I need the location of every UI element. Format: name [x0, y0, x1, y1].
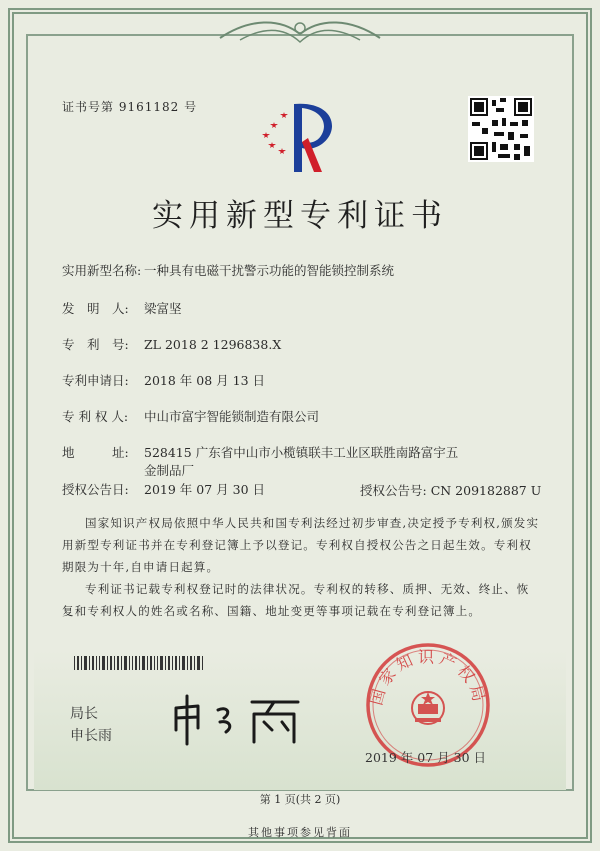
- cert-no-suffix: 号: [184, 100, 198, 114]
- field-grant-date: 授权公告日: 2019 年 07 月 30 日: [62, 482, 265, 497]
- director-signature: [168, 688, 308, 748]
- field-patent-number: 专 利 号: ZL 2018 2 1296838.X: [62, 337, 282, 352]
- certificate-number: [62, 98, 197, 115]
- statement-paragraph-2: 专利证书记载专利权登记时的法律状况。专利权的转移、质押、无效、终止、恢复和专利权人的姓名或名称、国籍、地址变更等事项记载在专利登记簿上。: [62, 582, 530, 618]
- seal-date: 2019 年 07 月 30 日: [365, 750, 486, 765]
- patent-office-logo-icon: [256, 98, 336, 176]
- seal-text: 国家知识产权局: [366, 647, 490, 708]
- field-patentee: 专 利 权 人: 中山市富宇智能锁制造有限公司: [62, 409, 320, 424]
- director-block: [70, 703, 112, 747]
- field-publication-number: 授权公告号: CN 209182887 U: [360, 483, 542, 498]
- field-utility-model-name: 实用新型名称: 一种具有电磁干扰警示功能的智能锁控制系统: [62, 263, 395, 278]
- top-ornament: [210, 14, 390, 48]
- field-application-date: 专利申请日: 2018 年 08 月 13 日: [62, 373, 265, 388]
- cert-no-label: 证书号第: [62, 100, 115, 114]
- page-indicator: 第 1 页(共 2 页): [259, 793, 341, 806]
- qr-code-icon: [468, 96, 534, 162]
- field-address: 地 址: 528415 广东省中山市小榄镇联丰工业区联胜南路富宇五金制品厂: [62, 445, 459, 478]
- footer-note: 其他事项参见背面: [248, 826, 352, 839]
- statement-paragraph-1: 国家知识产权局依照中华人民共和国专利法经过初步审查,决定授予专利权,颁发实用新型专利证书并在专利登记簿上予以登记。专利权自授权公告之日起生效。专利权期限为十年,自申请日起算。: [62, 516, 540, 574]
- director-title: 局长: [70, 706, 98, 722]
- field-inventor: 发 明 人: 梁富坚: [62, 301, 182, 316]
- document-title: 实用新型专利证书: [152, 198, 448, 234]
- barcode-icon: [74, 656, 204, 670]
- director-name: 申长雨: [70, 728, 112, 744]
- cert-no-value: 9161182: [118, 100, 180, 114]
